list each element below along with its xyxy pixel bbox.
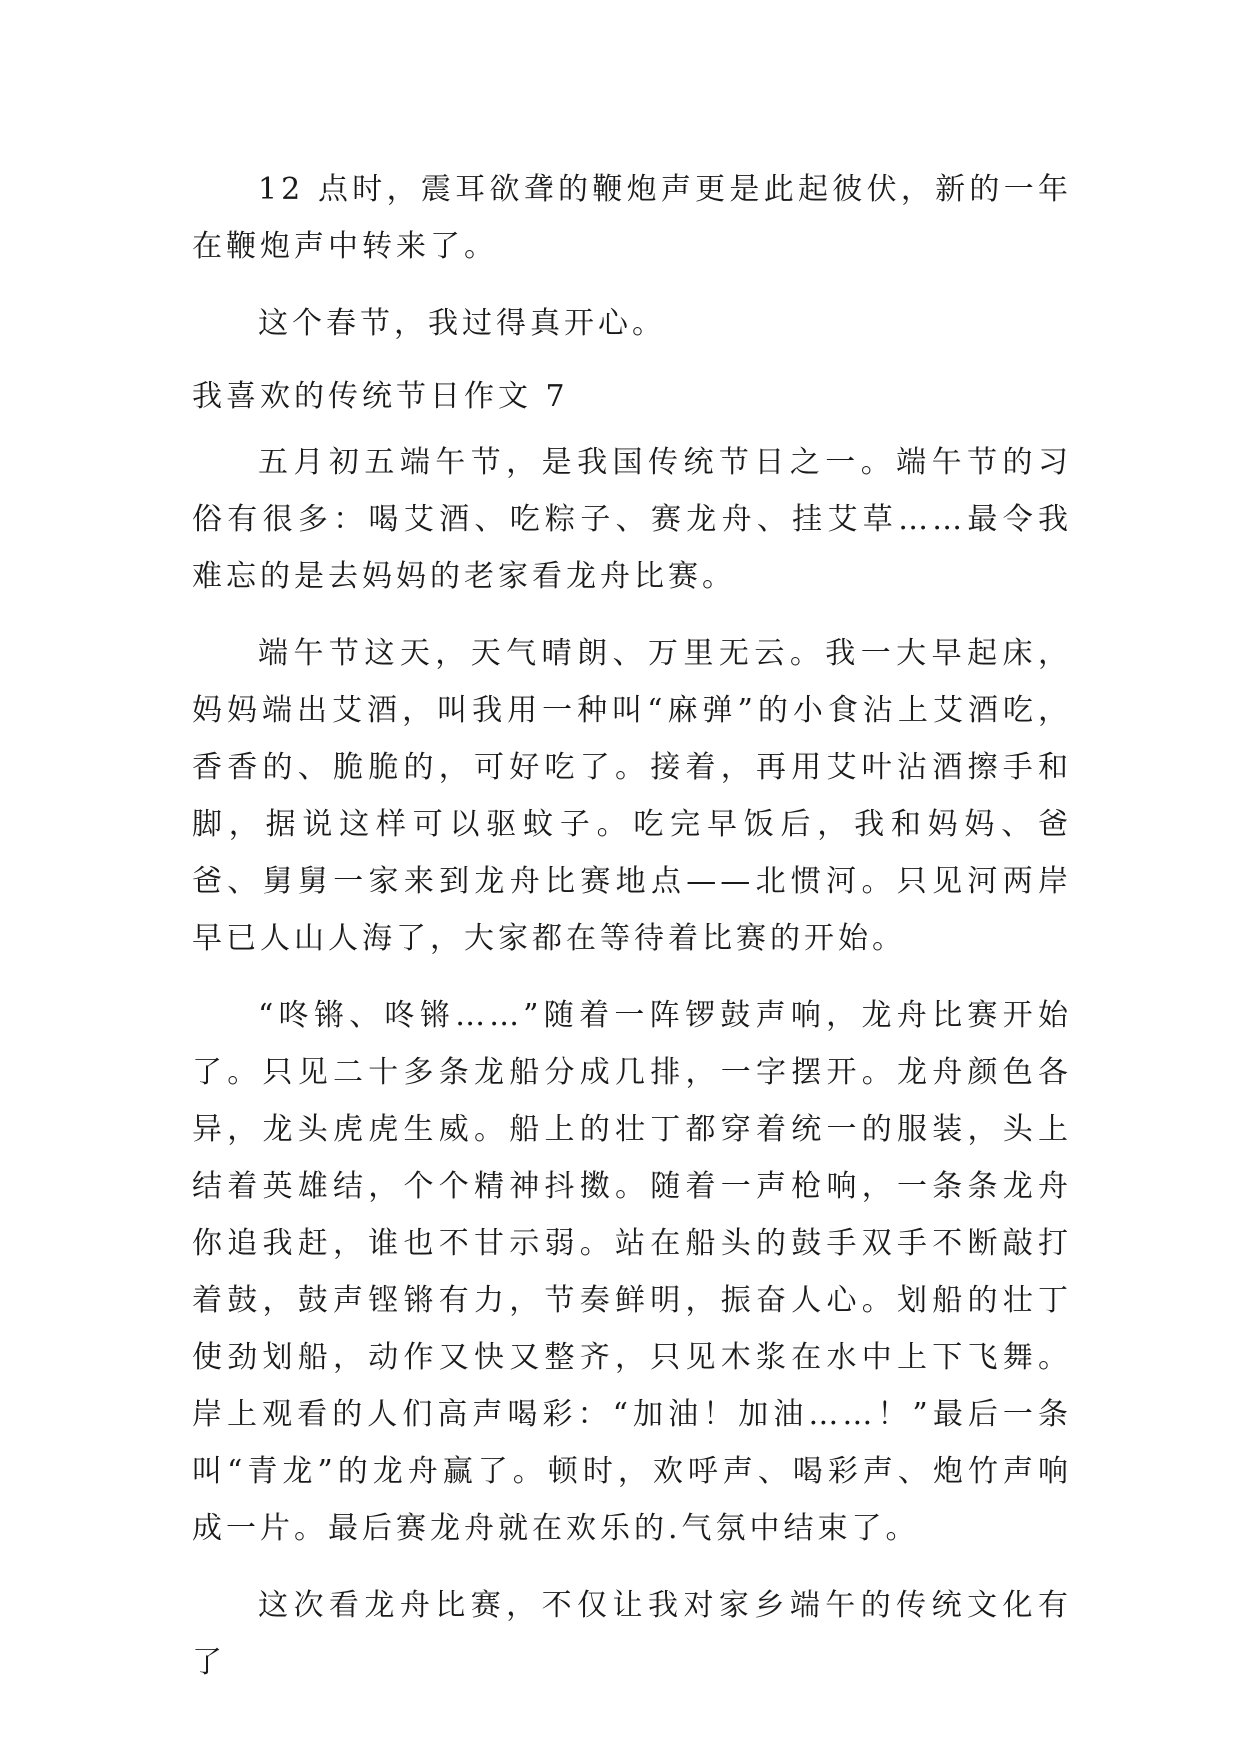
- paragraph-new-year-firecrackers: 12 点时，震耳欲聋的鞭炮声更是此起彼伏，新的一年在鞭炮声中转来了。: [192, 172, 1072, 264]
- section-heading: 我喜欢的传统节日作文 7: [192, 379, 569, 414]
- paragraph-festival-morning: 端午节这天，天气晴朗、万里无云。我一大早起床，妈妈端出艾酒，叫我用一种叫“麻弹”的小食沾上艾酒吃，香香的、脆脆的，可好吃了。接着，再用艾叶沾酒擦手和脚，据说这样可以驱蚊子。吃完早饭后，我和妈妈、爸爸、舅舅一家来到龙舟比赛地点——北惯河。只见河两岸早已人山人海了，大家都在等待着比赛的开始。: [192, 636, 1072, 956]
- paragraph-dragon-boat-intro: 五月初五端午节，是我国传统节日之一。端午节的习俗有很多：喝艾酒、吃粽子、赛龙舟、挂艾草……最令我难忘的是去妈妈的老家看龙舟比赛。: [192, 445, 1072, 594]
- paragraph-conclusion: 这次看龙舟比赛，不仅让我对家乡端午的传统文化有了: [192, 1588, 1072, 1680]
- paragraph-happy-spring-festival: 这个春节，我过得真开心。: [258, 306, 666, 341]
- paragraph-race-description: “咚锵、咚锵……”随着一阵锣鼓声响，龙舟比赛开始了。只见二十多条龙船分成几排，一字摆开。龙舟颜色各异，龙头虎虎生威。船上的壮丁都穿着统一的服装，头上结着英雄结，个个精神抖擞。随着一声枪响，一条条龙舟你追我赶，谁也不甘示弱。站在船头的鼓手双手不断敲打着鼓，鼓声铿锵有力，节奏鲜明，振奋人心。划船的壮丁使劲划船，动作又快又整齐，只见木浆在水中上下飞舞。岸上观看的人们高声喝彩：“加油！加油……！”最后一条叫“青龙”的龙舟赢了。顿时，欢呼声、喝彩声、炮竹声响成一片。最后赛龙舟就在欢乐的.气氛中结束了。: [192, 998, 1072, 1546]
- article-body: [192, 161, 1072, 1711]
